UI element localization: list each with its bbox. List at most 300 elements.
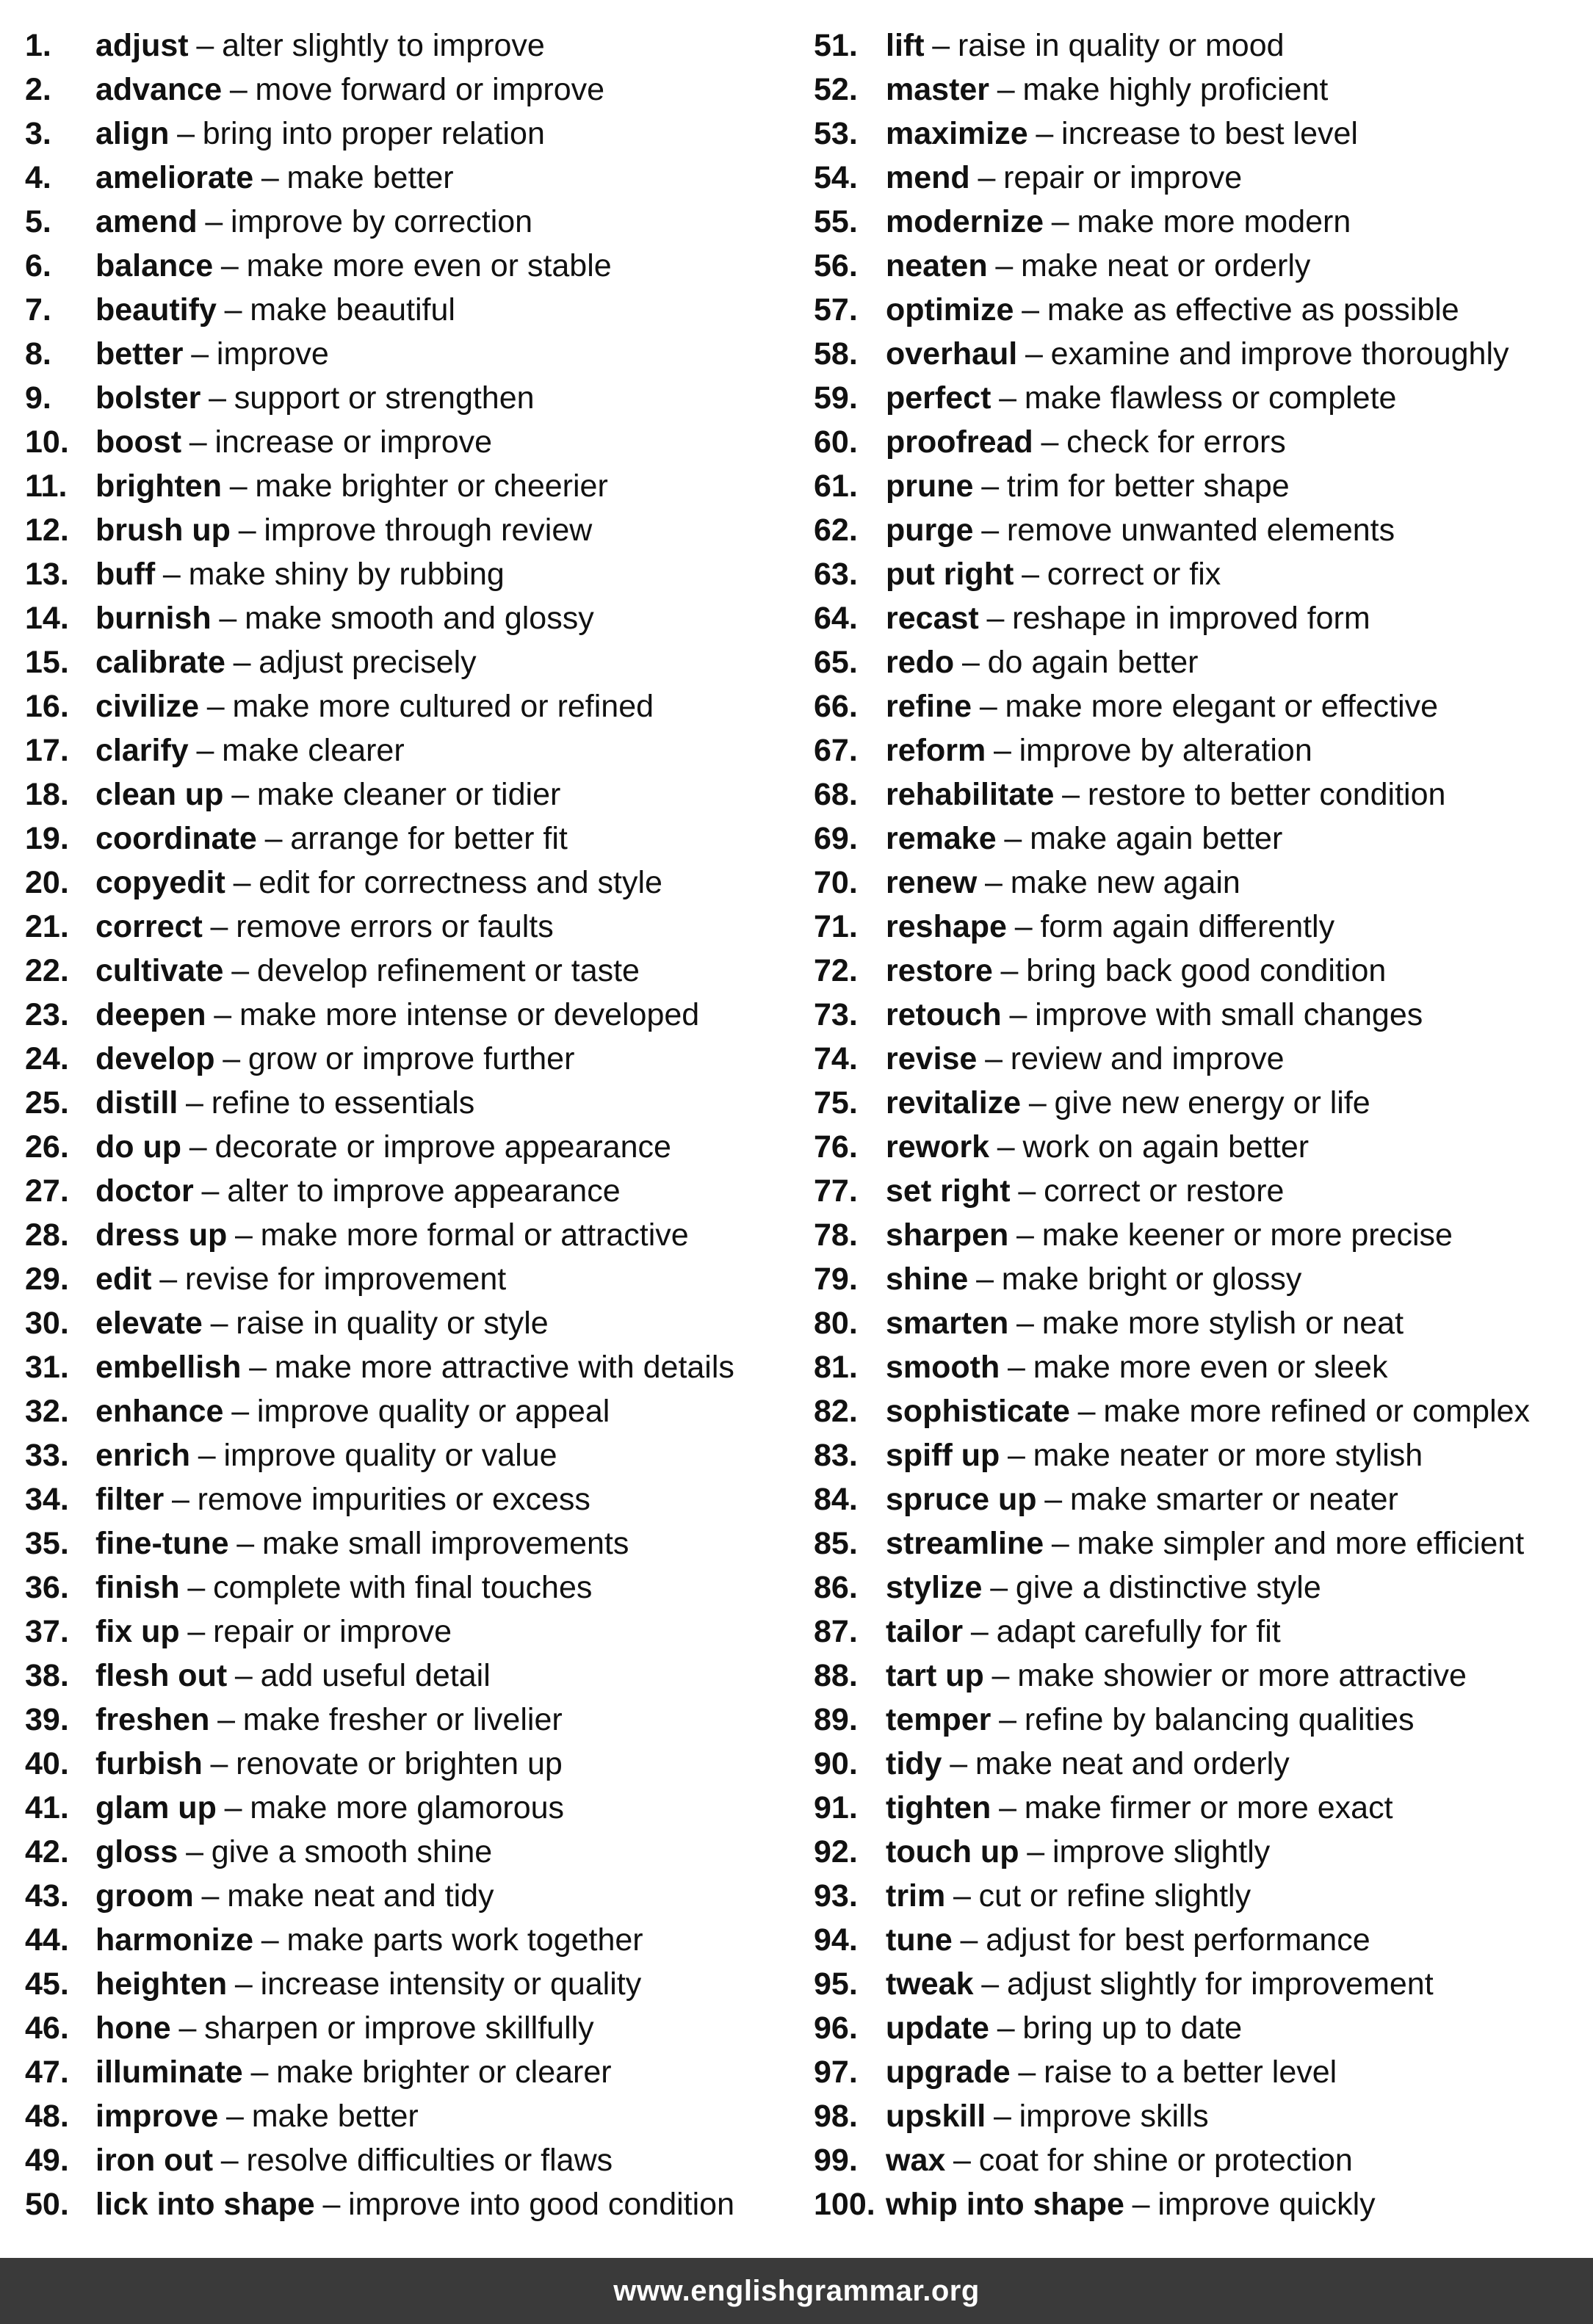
list-item <box>25 1169 803 1213</box>
entry-number: 43. <box>25 1878 69 1914</box>
entry-separator: – <box>198 1438 216 1473</box>
list-item <box>814 861 1592 905</box>
entry-word: revitalize <box>886 1085 1022 1121</box>
entry-word: reshape <box>886 909 1007 944</box>
list-item <box>25 288 803 332</box>
entry-definition: resolve difficulties or flaws <box>246 2143 613 2178</box>
entry-number: 23. <box>25 997 69 1032</box>
entry-word: rework <box>886 1129 990 1165</box>
entry-separator: – <box>1041 424 1059 460</box>
entry-separator: – <box>219 601 237 636</box>
entry-word: correct <box>95 909 203 944</box>
entry-number: 50. <box>25 2187 69 2222</box>
entry-definition: make more even or sleek <box>1033 1350 1388 1385</box>
entry-text <box>95 1125 671 1169</box>
entry-separator: – <box>238 513 256 548</box>
entry-separator: – <box>976 1261 994 1297</box>
entry-definition: make small improvements <box>261 1526 629 1561</box>
entry-word: develop <box>95 1041 215 1076</box>
entry-text <box>95 464 608 508</box>
entry-number: 97. <box>814 2055 858 2090</box>
entry-word: improve <box>95 2099 219 2134</box>
list-item <box>25 817 803 861</box>
entry-number: 27. <box>25 1173 69 1209</box>
entry-text <box>95 772 560 817</box>
list-item <box>814 1610 1592 1654</box>
website-url: www.englishgrammar.org <box>613 2274 980 2307</box>
list-item <box>25 420 803 464</box>
entry-definition: move forward or improve <box>255 72 605 107</box>
entry-separator: – <box>223 1041 241 1076</box>
entry-text <box>886 1565 1321 1610</box>
entry-separator: – <box>981 1966 1000 2002</box>
entry-word: touch up <box>886 1834 1019 1869</box>
entry-text <box>95 68 604 112</box>
entry-definition: make simpler and more efficient <box>1077 1526 1525 1561</box>
entry-text <box>95 1169 621 1213</box>
entry-word: smarten <box>886 1306 1009 1341</box>
entry-definition: make neater or more stylish <box>1033 1438 1423 1473</box>
entry-number: 55. <box>814 204 858 239</box>
entry-text <box>95 728 405 772</box>
list-item <box>25 1081 803 1125</box>
footer-bar <box>0 2258 1593 2324</box>
word-list-column-left <box>25 23 803 2226</box>
entry-text <box>95 2094 419 2138</box>
entry-separator: – <box>1027 1834 1045 1869</box>
entry-text <box>886 905 1334 949</box>
entry-text <box>886 68 1328 112</box>
entry-separator: – <box>231 953 250 988</box>
entry-definition: make more cultured or refined <box>232 689 654 724</box>
entry-text <box>95 508 592 552</box>
list-item <box>814 68 1592 112</box>
entry-definition: trim for better shape <box>1006 468 1290 504</box>
entry-separator: – <box>981 513 1000 548</box>
entry-word: reform <box>886 733 986 768</box>
entry-word: proofread <box>886 424 1033 460</box>
entry-separator: – <box>1051 1526 1069 1561</box>
entry-definition: make new again <box>1010 865 1240 900</box>
entry-separator: – <box>186 1834 203 1869</box>
entry-number: 78. <box>814 1217 858 1253</box>
entry-text <box>886 1169 1284 1213</box>
entry-word: dress up <box>95 1217 228 1253</box>
list-item <box>814 332 1592 376</box>
entry-definition: make smooth and glossy <box>245 601 594 636</box>
entry-word: elevate <box>95 1306 203 1341</box>
entry-word: stylize <box>886 1570 983 1605</box>
entry-number: 99. <box>814 2143 858 2178</box>
entry-definition: make beautiful <box>250 292 455 327</box>
entry-text <box>886 1345 1387 1389</box>
entry-separator: – <box>210 1746 228 1781</box>
list-item <box>25 1962 803 2006</box>
entry-text <box>95 244 612 288</box>
entry-word: sophisticate <box>886 1394 1070 1429</box>
list-item <box>814 1213 1592 1257</box>
entry-definition: give new energy or life <box>1054 1085 1370 1121</box>
entry-word: calibrate <box>95 645 225 680</box>
entry-word: gloss <box>95 1834 178 1869</box>
entry-text <box>95 861 662 905</box>
entry-word: distill <box>95 1085 178 1121</box>
entry-text <box>95 1081 474 1125</box>
list-item <box>25 1213 803 1257</box>
entry-separator: – <box>226 2099 244 2134</box>
entry-number: 100. <box>814 2187 875 2222</box>
entry-separator: – <box>233 865 251 900</box>
entry-definition: increase intensity or quality <box>260 1966 642 2002</box>
entry-number: 72. <box>814 953 858 988</box>
entry-number: 52. <box>814 72 858 107</box>
entry-separator: – <box>1022 557 1040 592</box>
list-item <box>814 1742 1592 1786</box>
entry-word: clean up <box>95 777 224 812</box>
entry-word: clarify <box>95 733 189 768</box>
entry-word: neaten <box>886 248 988 283</box>
entry-word: streamline <box>886 1526 1044 1561</box>
list-item <box>25 2094 803 2138</box>
list-item <box>814 1125 1592 1169</box>
entry-number: 77. <box>814 1173 858 1209</box>
entry-text <box>95 1433 557 1477</box>
entry-word: remake <box>886 821 997 856</box>
entry-definition: repair or improve <box>1003 160 1243 195</box>
entry-number: 42. <box>25 1834 69 1869</box>
entry-word: burnish <box>95 601 212 636</box>
entry-number: 79. <box>814 1261 858 1297</box>
entry-word: enhance <box>95 1394 224 1429</box>
entry-number: 56. <box>814 248 858 283</box>
list-item <box>814 640 1592 684</box>
entry-separator: – <box>189 1129 207 1165</box>
entry-word: shine <box>886 1261 969 1297</box>
entry-number: 35. <box>25 1526 69 1561</box>
list-item <box>814 2006 1592 2050</box>
list-item <box>25 1565 803 1610</box>
entry-separator: – <box>250 2055 269 2090</box>
entry-separator: – <box>261 1922 279 1958</box>
entry-separator: – <box>171 1482 189 1517</box>
entry-word: modernize <box>886 204 1044 239</box>
word-list-column-right <box>814 23 1592 2226</box>
entry-separator: – <box>1028 1085 1047 1121</box>
entry-word: set right <box>886 1173 1011 1209</box>
entry-text <box>95 1389 610 1433</box>
list-item <box>25 112 803 156</box>
entry-word: lick into shape <box>95 2187 315 2222</box>
entry-text <box>95 1742 563 1786</box>
entry-separator: – <box>1016 1217 1034 1253</box>
entry-number: 25. <box>25 1085 69 1121</box>
entry-definition: improve with small changes <box>1035 997 1423 1032</box>
entry-number: 59. <box>814 380 858 416</box>
entry-separator: – <box>191 336 209 372</box>
entry-number: 67. <box>814 733 858 768</box>
entry-definition: review and improve <box>1010 1041 1285 1076</box>
entry-definition: coat for shine or protection <box>978 2143 1353 2178</box>
list-item <box>814 1565 1592 1610</box>
entry-word: glam up <box>95 1790 217 1825</box>
entry-definition: add useful detail <box>260 1658 491 1693</box>
list-item <box>25 1477 803 1521</box>
entry-word: amend <box>95 204 198 239</box>
entry-text <box>886 1037 1285 1081</box>
entry-text <box>886 1786 1393 1830</box>
entry-word: flesh out <box>95 1658 228 1693</box>
entry-word: buff <box>95 557 156 592</box>
entry-text <box>886 1521 1524 1565</box>
entry-definition: form again differently <box>1040 909 1335 944</box>
list-item <box>814 905 1592 949</box>
entry-separator: – <box>196 733 214 768</box>
entry-word: recast <box>886 601 979 636</box>
entry-word: beautify <box>95 292 217 327</box>
entry-word: coordinate <box>95 821 257 856</box>
entry-number: 74. <box>814 1041 858 1076</box>
entry-text <box>886 1918 1370 1962</box>
entry-definition: revise for improvement <box>184 1261 507 1297</box>
entry-separator: – <box>214 997 232 1032</box>
entry-separator: – <box>233 645 251 680</box>
entry-word: finish <box>95 1570 180 1605</box>
list-item <box>814 552 1592 596</box>
entry-word: do up <box>95 1129 182 1165</box>
entry-number: 3. <box>25 116 51 151</box>
entry-separator: – <box>236 1526 255 1561</box>
entry-definition: improve into good condition <box>348 2187 735 2222</box>
entry-text <box>886 728 1312 772</box>
entry-number: 22. <box>25 953 69 988</box>
entry-definition: edit for correctness and style <box>259 865 662 900</box>
entry-separator: – <box>1036 116 1054 151</box>
entry-text <box>95 1830 492 1874</box>
entry-number: 65. <box>814 645 858 680</box>
entry-number: 54. <box>814 160 858 195</box>
entry-word: optimize <box>886 292 1014 327</box>
entry-word: restore <box>886 953 993 988</box>
entry-separator: – <box>187 1614 206 1649</box>
entry-separator: – <box>950 1746 968 1781</box>
entry-definition: restore to better condition <box>1087 777 1446 812</box>
entry-definition: make more attractive with details <box>274 1350 734 1385</box>
entry-separator: – <box>186 1085 203 1121</box>
entry-separator: – <box>1004 821 1022 856</box>
list-item <box>25 200 803 244</box>
entry-word: smooth <box>886 1350 1000 1385</box>
entry-word: bolster <box>95 380 201 416</box>
entry-definition: make more stylish or neat <box>1041 1306 1404 1341</box>
entry-number: 41. <box>25 1790 69 1825</box>
entry-number: 2. <box>25 72 51 107</box>
list-item <box>814 1654 1592 1698</box>
entry-definition: improve quality or appeal <box>256 1394 610 1429</box>
entry-number: 87. <box>814 1614 858 1649</box>
entry-number: 12. <box>25 513 69 548</box>
entry-word: purge <box>886 513 974 548</box>
entry-definition: make as effective as possible <box>1047 292 1459 327</box>
entry-number: 1. <box>25 28 51 63</box>
entry-word: cultivate <box>95 953 224 988</box>
entry-separator: – <box>1000 953 1019 988</box>
entry-definition: make better <box>251 2099 419 2134</box>
entry-definition: bring back good condition <box>1026 953 1387 988</box>
entry-definition: make keener or more precise <box>1041 1217 1453 1253</box>
list-item <box>814 1786 1592 1830</box>
entry-text <box>95 1610 452 1654</box>
list-item <box>814 1962 1592 2006</box>
entry-number: 71. <box>814 909 858 944</box>
list-item <box>25 640 803 684</box>
list-item <box>25 2182 803 2226</box>
entry-separator: – <box>224 1790 242 1825</box>
entry-word: ameliorate <box>95 160 254 195</box>
entry-separator: – <box>932 28 950 63</box>
entry-text <box>95 1698 563 1742</box>
list-item <box>25 2050 803 2094</box>
entry-definition: make fresher or livelier <box>242 1702 563 1737</box>
entry-definition: support or strengthen <box>234 380 535 416</box>
list-item <box>814 817 1592 861</box>
entry-text <box>886 861 1240 905</box>
entry-separator: – <box>999 380 1017 416</box>
entry-separator: – <box>1132 2187 1150 2222</box>
entry-number: 63. <box>814 557 858 592</box>
entry-separator: – <box>991 1658 1010 1693</box>
entry-number: 69. <box>814 821 858 856</box>
entry-text <box>886 2094 1209 2138</box>
entry-definition: grow or improve further <box>248 1041 575 1076</box>
entry-separator: – <box>224 292 242 327</box>
entry-definition: improve quality or value <box>223 1438 557 1473</box>
entry-word: illuminate <box>95 2055 243 2090</box>
entry-number: 70. <box>814 865 858 900</box>
entry-text <box>886 1257 1301 1301</box>
entry-separator: – <box>1025 336 1043 372</box>
entry-separator: – <box>997 72 1015 107</box>
entry-definition: make smarter or neater <box>1069 1482 1398 1517</box>
entry-word: hone <box>95 2010 171 2046</box>
entry-text <box>95 552 505 596</box>
entry-separator: – <box>1016 1306 1034 1341</box>
entry-number: 48. <box>25 2099 69 2134</box>
list-item <box>814 1477 1592 1521</box>
list-item <box>814 1169 1592 1213</box>
list-item <box>814 1830 1592 1874</box>
entry-text <box>886 288 1459 332</box>
list-item <box>814 1389 1592 1433</box>
list-item <box>25 1389 803 1433</box>
entry-text <box>886 112 1358 156</box>
list-item <box>25 552 803 596</box>
entry-separator: – <box>979 689 997 724</box>
list-item <box>814 1433 1592 1477</box>
entry-separator: – <box>220 2143 239 2178</box>
entry-separator: – <box>201 1173 220 1209</box>
entry-number: 5. <box>25 204 51 239</box>
entry-text <box>886 1389 1530 1433</box>
entry-definition: alter slightly to improve <box>222 28 545 63</box>
entry-text <box>886 1654 1467 1698</box>
entry-text <box>886 2050 1337 2094</box>
entry-definition: reshape in improved form <box>1012 601 1370 636</box>
entry-definition: make bright or glossy <box>1001 1261 1302 1297</box>
entry-word: boost <box>95 424 182 460</box>
entry-number: 4. <box>25 160 51 195</box>
entry-text <box>95 1477 590 1521</box>
entry-number: 34. <box>25 1482 69 1517</box>
entry-separator: – <box>1009 997 1027 1032</box>
entry-definition: sharpen or improve skillfully <box>204 2010 594 2046</box>
entry-text <box>886 1610 1281 1654</box>
entry-word: civilize <box>95 689 200 724</box>
entry-separator: – <box>210 1306 228 1341</box>
list-item <box>25 684 803 728</box>
entry-word: brighten <box>95 468 222 504</box>
list-item <box>25 1698 803 1742</box>
entry-word: spiff up <box>886 1438 1000 1473</box>
entry-word: refine <box>886 689 972 724</box>
entry-separator: – <box>986 601 1005 636</box>
entry-definition: adjust slightly for improvement <box>1006 1966 1434 2002</box>
entry-separator: – <box>220 248 239 283</box>
list-item <box>814 1521 1592 1565</box>
list-item <box>814 1874 1592 1918</box>
entry-separator: – <box>322 2187 341 2222</box>
list-item <box>25 772 803 817</box>
entry-text <box>886 1433 1423 1477</box>
entry-number: 39. <box>25 1702 69 1737</box>
entry-separator: – <box>997 2010 1015 2046</box>
entry-separator: – <box>234 1217 253 1253</box>
entry-word: brush up <box>95 513 231 548</box>
entry-definition: give a distinctive style <box>1015 1570 1321 1605</box>
entry-text <box>886 2138 1353 2182</box>
entry-separator: – <box>1018 2055 1036 2090</box>
entry-word: tighten <box>886 1790 991 1825</box>
entry-definition: make firmer or more exact <box>1024 1790 1393 1825</box>
list-item <box>25 993 803 1037</box>
entry-text <box>886 640 1199 684</box>
entry-definition: make more glamorous <box>250 1790 565 1825</box>
list-item <box>814 596 1592 640</box>
list-item <box>25 1610 803 1654</box>
entry-number: 73. <box>814 997 858 1032</box>
entry-separator: – <box>978 160 996 195</box>
entry-word: filter <box>95 1482 165 1517</box>
entry-definition: make neat or orderly <box>1021 248 1311 283</box>
entry-definition: alter to improve appearance <box>227 1173 621 1209</box>
entry-text <box>95 1037 574 1081</box>
entry-text <box>886 1477 1398 1521</box>
entry-separator: – <box>960 1922 978 1958</box>
entry-text <box>95 2182 734 2226</box>
list-item <box>25 464 803 508</box>
entry-word: freshen <box>95 1702 210 1737</box>
entry-definition: refine by balancing qualities <box>1024 1702 1415 1737</box>
entry-number: 57. <box>814 292 858 327</box>
list-item <box>25 68 803 112</box>
entry-separator: – <box>981 468 1000 504</box>
entry-definition: repair or improve <box>213 1614 452 1649</box>
entry-definition: renovate or brighten up <box>236 1746 563 1781</box>
entry-number: 32. <box>25 1394 69 1429</box>
entry-definition: improve slightly <box>1052 1834 1271 1869</box>
list-item <box>25 1521 803 1565</box>
entry-definition: complete with final touches <box>213 1570 593 1605</box>
entry-number: 85. <box>814 1526 858 1561</box>
